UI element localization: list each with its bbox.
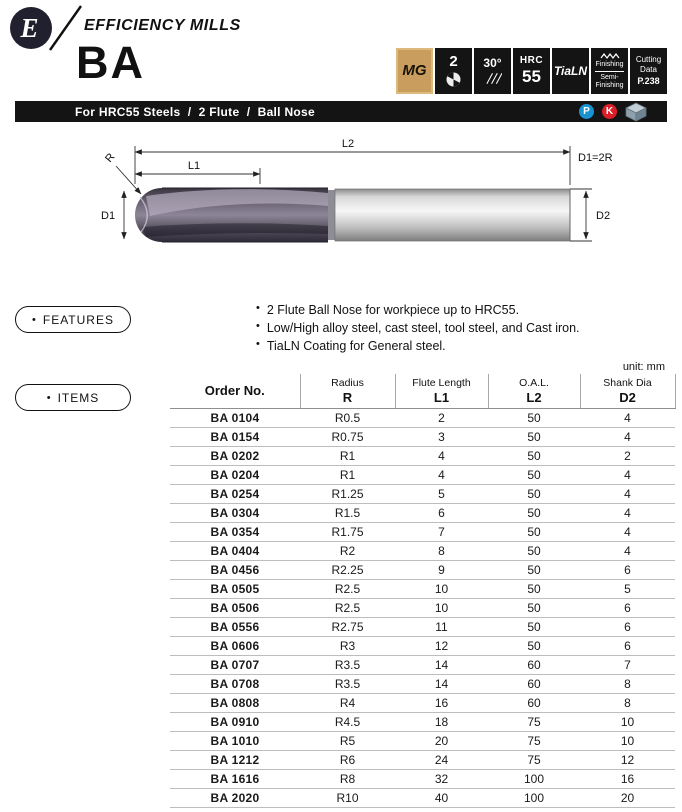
cell-shank-dia: 6 [580, 560, 675, 579]
table-row [170, 769, 675, 788]
cell-order-no: BA 0505 [170, 579, 300, 598]
cell-radius: R2.5 [300, 598, 395, 617]
cell-order-no: BA 0304 [170, 503, 300, 522]
table-row [170, 503, 675, 522]
col-symbol: L1 [433, 389, 450, 405]
finishing-zigzag-icon [600, 52, 620, 60]
table-row [170, 465, 675, 484]
cell-flute-length: 6 [395, 503, 488, 522]
col-oal [488, 374, 580, 408]
cell-shank-dia: 4 [580, 522, 675, 541]
feature-item [256, 337, 580, 355]
cell-radius: R1.25 [300, 484, 395, 503]
cell-oal: 50 [488, 560, 580, 579]
col-title: Flute Length [412, 376, 471, 389]
cell-order-no: BA 2020 [170, 788, 300, 807]
hardness-unit-label: HRC [519, 54, 544, 66]
cell-flute-length: 4 [395, 465, 488, 484]
cell-radius: R0.75 [300, 427, 395, 446]
table-row [170, 655, 675, 674]
cell-flute-length: 7 [395, 522, 488, 541]
table-row [170, 674, 675, 693]
table-row [170, 484, 675, 503]
col-order-no [170, 374, 300, 408]
items-table [170, 374, 676, 808]
cell-flute-length: 5 [395, 484, 488, 503]
table-row [170, 408, 675, 427]
cell-order-no: BA 0910 [170, 712, 300, 731]
badge-helix-angle [474, 48, 511, 94]
cell-flute-length: 3 [395, 427, 488, 446]
cell-shank-dia: 8 [580, 693, 675, 712]
cell-flute-length: 2 [395, 408, 488, 427]
cell-shank-dia: 4 [580, 408, 675, 427]
cell-oal: 50 [488, 579, 580, 598]
table-header-row [170, 374, 675, 408]
cell-oal: 50 [488, 636, 580, 655]
table-row [170, 541, 675, 560]
cutting-data-page-ref: P.238 [637, 75, 660, 86]
cutting-data-label-1: Cutting [635, 54, 662, 64]
logo-letter: E [20, 12, 39, 43]
cell-shank-dia: 6 [580, 617, 675, 636]
cell-oal: 60 [488, 693, 580, 712]
table-row [170, 579, 675, 598]
coating-label: TiaLN [553, 63, 588, 78]
cell-oal: 75 [488, 731, 580, 750]
spec-badges [396, 48, 667, 94]
feature-text: Low/High alloy steel, cast steel, tool steel, and Cast iron. [266, 321, 580, 336]
feature-text: TiaLN Coating for General steel. [266, 339, 446, 354]
badge-flute-count [435, 48, 472, 94]
col-symbol: L2 [526, 389, 542, 405]
cell-flute-length: 14 [395, 655, 488, 674]
items-table-body [170, 408, 675, 807]
col-radius [300, 374, 395, 408]
cell-shank-dia: 12 [580, 750, 675, 769]
cell-shank-dia: 10 [580, 712, 675, 731]
cell-order-no: BA 0354 [170, 522, 300, 541]
badge-mg-label: MG [402, 62, 427, 80]
table-row [170, 693, 675, 712]
flute-cross-section-icon [445, 71, 462, 88]
cell-radius: R2 [300, 541, 395, 560]
bullet-glyph: • [256, 302, 260, 314]
table-row [170, 446, 675, 465]
col-symbol: D2 [619, 389, 636, 405]
cell-oal: 50 [488, 408, 580, 427]
cell-shank-dia: 4 [580, 503, 675, 522]
application-icons [579, 102, 647, 122]
col-title: Shank Dia [603, 376, 652, 389]
cell-shank-dia: 6 [580, 636, 675, 655]
badge-finishing [591, 48, 628, 94]
tool-illustration [135, 188, 570, 242]
cell-radius: R2.25 [300, 560, 395, 579]
cell-shank-dia: 4 [580, 541, 675, 560]
cell-order-no: BA 0707 [170, 655, 300, 674]
bullet-glyph: • [46, 391, 52, 404]
cell-radius: R8 [300, 769, 395, 788]
series-title: EFFICIENCY MILLS [84, 17, 241, 34]
cell-oal: 100 [488, 788, 580, 807]
cell-flute-length: 4 [395, 446, 488, 465]
cell-shank-dia: 7 [580, 655, 675, 674]
cell-shank-dia: 4 [580, 484, 675, 503]
bullet-glyph: • [256, 338, 260, 351]
items-label: ITEMS [57, 390, 100, 405]
cell-oal: 50 [488, 598, 580, 617]
col-title: O.A.L. [519, 376, 549, 389]
dim-note-label: D1=2R [578, 152, 613, 164]
cell-flute-length: 40 [395, 788, 488, 807]
cell-flute-length: 18 [395, 712, 488, 731]
cell-shank-dia: 4 [580, 427, 675, 446]
features-list [256, 301, 580, 355]
cell-oal: 50 [488, 446, 580, 465]
helix-angle-label: 30° [483, 56, 502, 71]
cell-flute-length: 16 [395, 693, 488, 712]
table-row [170, 788, 675, 807]
cell-oal: 50 [488, 617, 580, 636]
cell-order-no: BA 0506 [170, 598, 300, 617]
col-title: Radius [331, 376, 364, 389]
hardness-value-label: 55 [522, 67, 541, 87]
product-code: BA [76, 37, 145, 88]
p-steel-icon: P [579, 104, 594, 119]
cell-order-no: BA 0556 [170, 617, 300, 636]
finishing-label-1: Finishing [595, 61, 624, 69]
cell-oal: 50 [488, 503, 580, 522]
cell-radius: R1.75 [300, 522, 395, 541]
dim-l1-label: L1 [187, 160, 201, 172]
badge-hardness [513, 48, 550, 94]
features-section-label [15, 306, 131, 333]
bullet-glyph: • [256, 320, 260, 333]
cell-oal: 50 [488, 522, 580, 541]
table-row [170, 427, 675, 446]
cutting-data-label-2: Data [640, 65, 657, 75]
cell-oal: 75 [488, 712, 580, 731]
cell-order-no: BA 1616 [170, 769, 300, 788]
cell-radius: R3 [300, 636, 395, 655]
cell-order-no: BA 1212 [170, 750, 300, 769]
cell-oal: 50 [488, 465, 580, 484]
items-table-wrap [170, 374, 676, 808]
cube-icon [625, 102, 647, 122]
table-row [170, 617, 675, 636]
cell-order-no: BA 0202 [170, 446, 300, 465]
cell-radius: R4 [300, 693, 395, 712]
table-row [170, 712, 675, 731]
dim-d2-label: D2 [596, 210, 611, 222]
cell-shank-dia: 4 [580, 465, 675, 484]
badge-cutting-data [630, 48, 667, 94]
col-flute-length [395, 374, 488, 408]
cell-radius: R1.5 [300, 503, 395, 522]
table-row [170, 636, 675, 655]
cell-oal: 100 [488, 769, 580, 788]
cell-radius: R5 [300, 731, 395, 750]
cell-flute-length: 9 [395, 560, 488, 579]
cell-flute-length: 10 [395, 598, 488, 617]
subtitle-bar [15, 101, 667, 122]
unit-note: unit: mm [622, 361, 665, 373]
col-shank-dia [580, 374, 675, 408]
cell-radius: R6 [300, 750, 395, 769]
cell-order-no: BA 0456 [170, 560, 300, 579]
cell-flute-length: 20 [395, 731, 488, 750]
cell-order-no: BA 1010 [170, 731, 300, 750]
cell-shank-dia: 10 [580, 731, 675, 750]
feature-text: 2 Flute Ball Nose for workpiece up to HRC55. [266, 303, 520, 317]
cell-flute-length: 32 [395, 769, 488, 788]
cell-order-no: BA 0606 [170, 636, 300, 655]
cell-flute-length: 12 [395, 636, 488, 655]
cell-radius: R1 [300, 465, 395, 484]
table-row [170, 560, 675, 579]
helix-angle-icon [484, 72, 502, 85]
tool-technical-drawing [100, 130, 645, 295]
cell-flute-length: 24 [395, 750, 488, 769]
cell-shank-dia: 8 [580, 674, 675, 693]
dim-r-label: R [103, 151, 118, 165]
finishing-label-3: Finishing [595, 82, 624, 90]
cell-flute-length: 11 [395, 617, 488, 636]
cell-radius: R3.5 [300, 655, 395, 674]
items-section-label [15, 384, 131, 411]
badge-coating [552, 48, 589, 94]
cell-shank-dia: 6 [580, 598, 675, 617]
cell-oal: 50 [488, 484, 580, 503]
dim-l2-label: L2 [341, 138, 355, 150]
feature-item [256, 301, 580, 319]
cell-shank-dia: 2 [580, 446, 675, 465]
feature-item [256, 319, 580, 337]
cell-shank-dia: 20 [580, 788, 675, 807]
flute-count-label: 2 [449, 52, 458, 70]
cell-order-no: BA 0808 [170, 693, 300, 712]
cell-flute-length: 8 [395, 541, 488, 560]
cell-radius: R2.75 [300, 617, 395, 636]
cell-flute-length: 14 [395, 674, 488, 693]
cell-radius: R1 [300, 446, 395, 465]
badge-material-grade [396, 48, 433, 94]
cell-radius: R10 [300, 788, 395, 807]
cell-order-no: BA 0708 [170, 674, 300, 693]
cell-order-no: BA 0154 [170, 427, 300, 446]
dim-d1-label: D1 [101, 210, 116, 222]
k-cast-iron-icon: K [602, 104, 617, 119]
features-label: FEATURES [42, 312, 114, 327]
cell-oal: 50 [488, 541, 580, 560]
finishing-label-2: Semi- [600, 73, 619, 81]
cell-radius: R2.5 [300, 579, 395, 598]
cell-oal: 60 [488, 655, 580, 674]
cell-order-no: BA 0204 [170, 465, 300, 484]
cell-flute-length: 10 [395, 579, 488, 598]
badge-divider [595, 71, 624, 72]
cell-order-no: BA 0254 [170, 484, 300, 503]
table-row [170, 598, 675, 617]
bullet-glyph: • [32, 313, 37, 326]
cell-shank-dia: 16 [580, 769, 675, 788]
table-row [170, 522, 675, 541]
cell-oal: 60 [488, 674, 580, 693]
cell-radius: R0.5 [300, 408, 395, 427]
cell-radius: R3.5 [300, 674, 395, 693]
cell-oal: 50 [488, 427, 580, 446]
cell-order-no: BA 0404 [170, 541, 300, 560]
table-row [170, 731, 675, 750]
col-symbol: R [342, 389, 353, 405]
cell-shank-dia: 5 [580, 579, 675, 598]
cell-oal: 75 [488, 750, 580, 769]
subtitle-text: For HRC55 Steels / 2 Flute / Ball Nose [75, 104, 315, 119]
cell-radius: R4.5 [300, 712, 395, 731]
col-title: Order No. [204, 383, 265, 399]
cell-order-no: BA 0104 [170, 408, 300, 427]
table-row [170, 750, 675, 769]
